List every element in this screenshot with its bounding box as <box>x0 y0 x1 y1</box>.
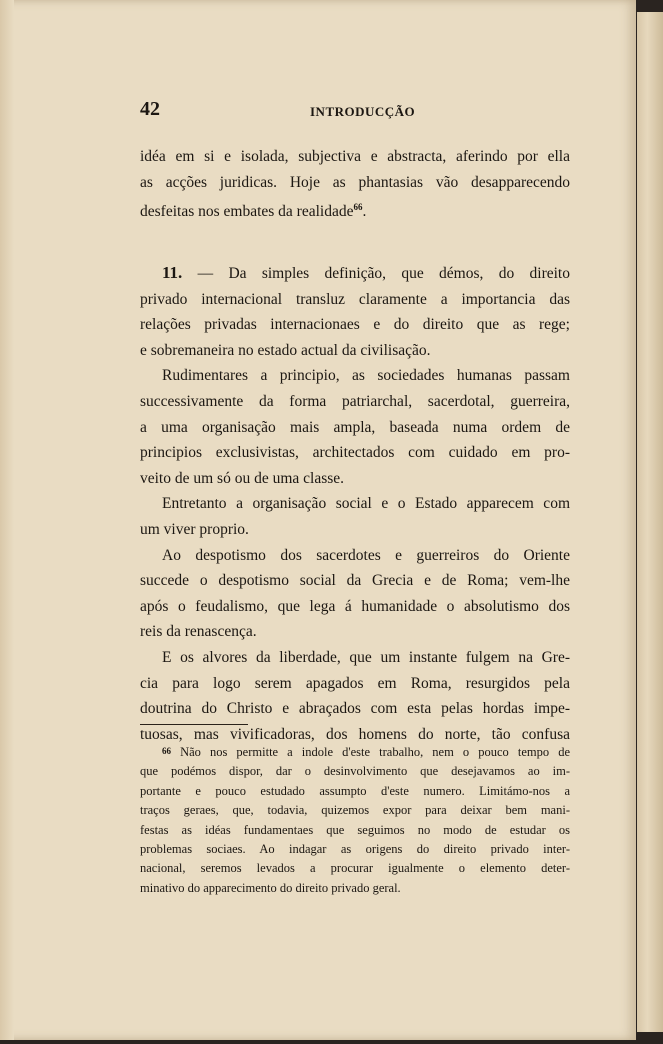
text-line: doutrina do Christo e abraçados com esta pelas hordas impe- <box>140 700 570 718</box>
text-line: um viver proprio. <box>140 520 249 538</box>
footnote-reference: 66 <box>353 202 363 213</box>
footnote-mark: 66 <box>162 746 171 756</box>
text-line: e sobremaneira no estado actual da civilisação. <box>140 341 431 359</box>
page-number: 42 <box>140 98 160 120</box>
text-line: tuosas, mas vivificadoras, dos homens do norte, tão confusa <box>140 725 570 743</box>
page-header <box>140 98 570 128</box>
text-line-end: . <box>362 203 367 221</box>
text-line: reis da renascença. <box>140 623 257 641</box>
text-line <box>140 195 570 225</box>
footnote-line: portante e pouco estudado assumpto d'este numero. Limitámo-nos a <box>140 783 570 798</box>
footnote-line: minativo do apparecimento do direito privado geral. <box>140 880 401 895</box>
text-line: successivamente da forma patriarchal, sacerdotal, guerreira, <box>140 392 570 410</box>
running-title: INTRODUCÇÃO <box>310 104 416 119</box>
footnote-line: problemas sociaes. Ao indagar as origens do direito privado inter- <box>140 842 570 857</box>
text-line <box>140 260 570 287</box>
footnote-divider <box>140 724 248 725</box>
text-line: as acções juridicas. Hoje as phantasias vão desapparecendo <box>140 173 570 191</box>
page-edge <box>637 12 663 1032</box>
footnote-lead: Não nos permitte a indole d'este trabalho, nem o pouco tempo de <box>171 745 570 759</box>
section-11 <box>140 260 570 747</box>
text-line: veito de um só ou de uma classe. <box>140 469 345 487</box>
footnote-line <box>140 742 570 762</box>
text-line: após o feudalismo, que lega á humanidade o absolutismo dos <box>140 597 570 615</box>
text-line: privado internacional transluz claramente a importancia das <box>140 290 570 308</box>
section-lead: — Da simples definição, que démos, do direito <box>182 265 570 282</box>
text-line: Ao despotismo dos sacerdotes e guerreiros do Oriente <box>162 546 570 564</box>
text-line: idéa em si e isolada, subjectiva e abstracta, aferindo por ella <box>140 148 570 165</box>
footnote-line: traços geraes, que, todavia, quizemos expor para deixar bem mani- <box>140 803 570 818</box>
text-line: cia para logo serem apagados em Roma, resurgidos pela <box>140 674 570 692</box>
footnote-line: nacional, seremos levados a procurar igualmente o elemento deter- <box>140 861 570 876</box>
text-line: Entretanto a organisação social e o Estado apparecem com <box>162 495 570 513</box>
text-line: principios exclusivistas, architectados com cuidado em pro- <box>140 444 570 462</box>
text-line-content: desfeitas nos embates da realidade <box>140 203 354 221</box>
footnote-line: que podémos dispor, dar o desinvolvimento que desejavamos ao im- <box>140 764 570 779</box>
text-line: Rudimentares a principio, as sociedades humanas passam <box>162 367 570 385</box>
footnote-line: festas as idéas fundamentaes que seguimos no modo de estudar os <box>140 822 570 837</box>
paragraph-1 <box>140 144 570 225</box>
footnote-66 <box>140 742 570 898</box>
text-line: E os alvores da liberdade, que um instante fulgem na Gre- <box>162 648 570 666</box>
page-gutter <box>0 0 14 1040</box>
section-number: 11. <box>162 263 183 282</box>
text-line: a uma organisação mais ampla, baseada numa ordem de <box>140 418 570 436</box>
text-line: succede o despotismo social da Grecia e de Roma; vem-lhe <box>140 572 570 590</box>
text-line: relações privadas internacionaes e do direito que as rege; <box>140 316 570 334</box>
